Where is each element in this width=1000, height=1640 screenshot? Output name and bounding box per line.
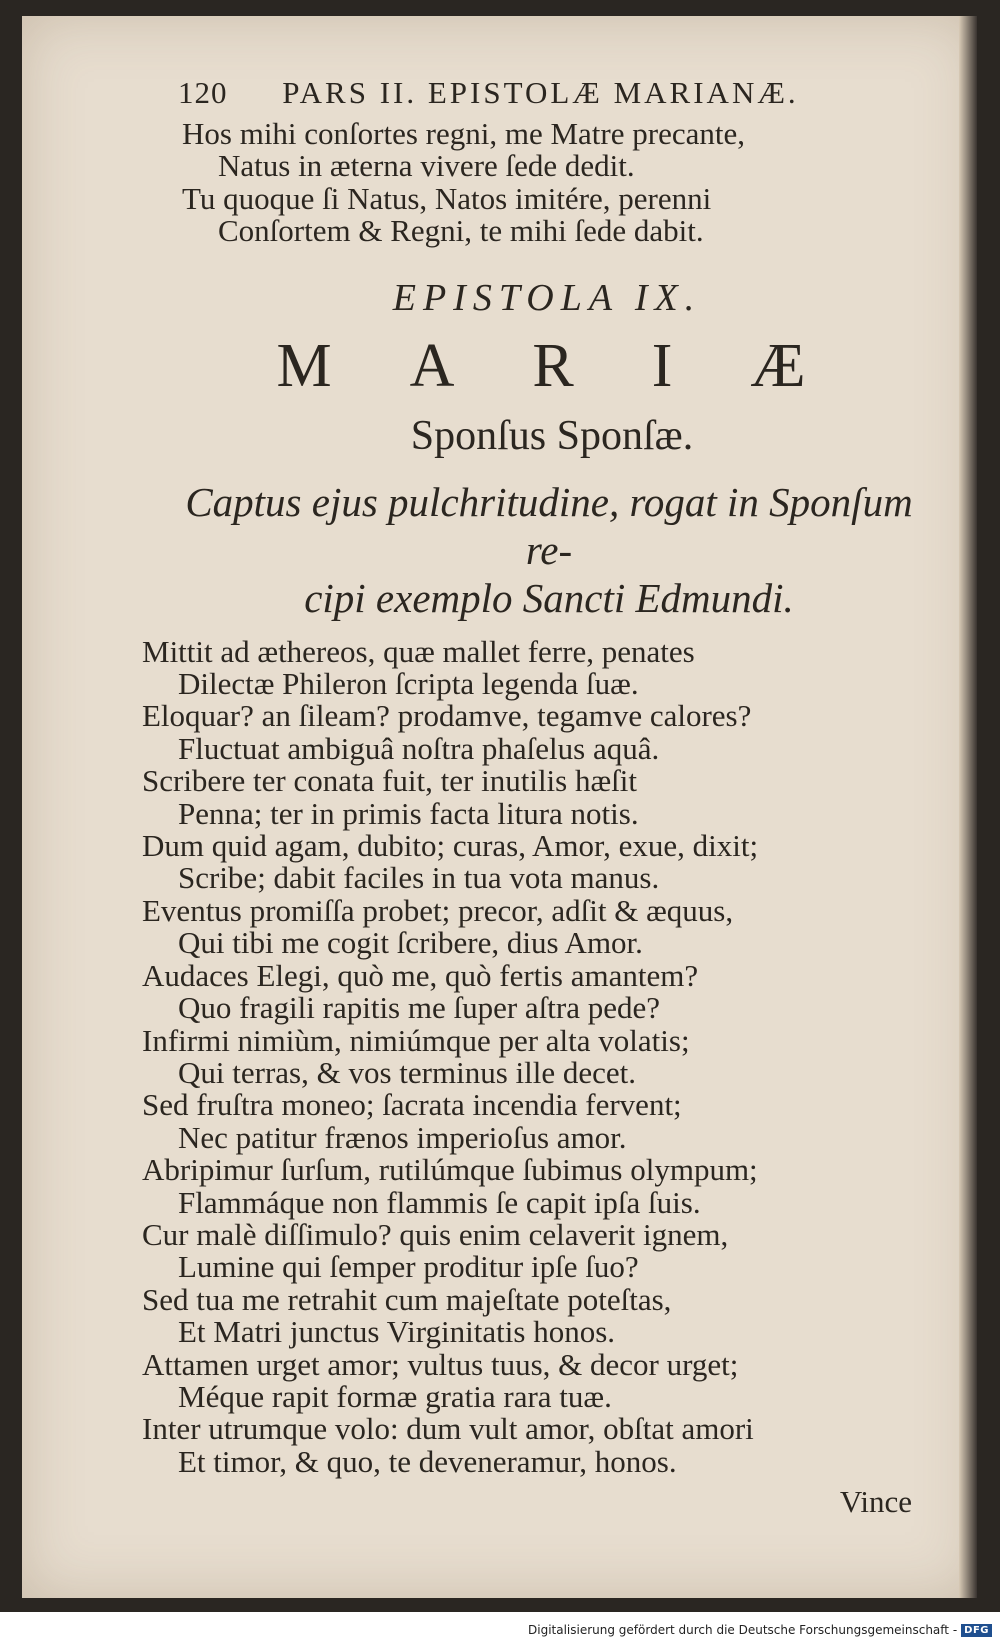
verse-line: Nec patitur frænos imperioſus amor. — [178, 1119, 627, 1155]
verse-line: Audaces Elegi, quò me, quò fertis amantem? — [142, 957, 699, 993]
verse-line: Eloquar? an ſileam? prodamve, tegamve calores? — [142, 698, 752, 734]
verse-line: Cur malè diſſimulo? quis enim celaverit ignem, — [142, 1216, 729, 1252]
book-page — [22, 16, 977, 1598]
verse-line: Sed fruſtra moneo; ſacrata incendia fervent; — [142, 1087, 682, 1123]
dfg-logo: DFG — [961, 1624, 992, 1637]
epistle-subtitle: Sponſus Sponſæ. — [410, 412, 694, 459]
epistle-name: MARIÆ — [276, 331, 884, 400]
running-title: PARS II. EPISTOLÆ MARIANÆ. — [282, 75, 799, 110]
page-gutter-edge — [959, 16, 977, 1598]
verse-line: Quo fragili rapitis me ſuper aſtra pede? — [178, 990, 661, 1026]
catchword: Vince — [839, 1484, 912, 1520]
verse-line: Flammáque non flammis ſe capit ipſa ſuis. — [178, 1184, 701, 1220]
argument-line: cipi exemplo Sancti Edmundi. — [304, 574, 794, 621]
verse-line: Inter utrumque volo: dum vult amor, obſtat amori — [142, 1411, 754, 1447]
running-head — [178, 68, 922, 118]
verse-line: Attamen urget amor; vultus tuus, & decor urget; — [142, 1346, 739, 1382]
digitization-footer — [528, 1623, 992, 1637]
verse-line: Scribere ter conata fuit, ter inutilis hæſit — [142, 763, 638, 799]
verse-line: Infirmi nimiùm, nimiúmque per alta volatis; — [142, 1022, 690, 1058]
verse-line: Qui terras, & vos terminus ille decet. — [178, 1054, 636, 1090]
verse-line: Qui tibi me cogit ſcribere, dius Amor. — [178, 925, 643, 961]
verse-line: Abripimur ſurſum, rutilúmque ſubimus olympum; — [142, 1152, 758, 1188]
closing-verses-prev-epistle — [182, 118, 922, 248]
verse-line: Et timor, & quo, te deveneramur, honos. — [178, 1443, 677, 1479]
verse-line: Natus in æterna vivere ſede dedit. — [218, 148, 635, 184]
verse-line: Lumine qui ſemper proditur ipſe ſuo? — [178, 1249, 639, 1285]
footer-credit: Digitalisierung gefördert durch die Deutsche Forschungsgemeinschaft - — [528, 1623, 958, 1637]
epistle-verses — [142, 633, 922, 1479]
epistle-number: EPISTOLA IX. — [392, 276, 702, 319]
verse-line: Scribe; dabit faciles in tua vota manus. — [178, 860, 660, 896]
verse-line: Eventus promiſſa probet; precor, adſit & æquus, — [142, 892, 734, 928]
epistle-argument — [174, 478, 924, 622]
verse-line: Dilectæ Phileron ſcripta legenda ſuæ. — [178, 666, 639, 702]
verse-line: Méque rapit formæ gratia rara tuæ. — [178, 1378, 612, 1414]
verse-line: Et Matri junctus Virginitatis honos. — [178, 1314, 616, 1350]
verse-line: Hos mihi conſortes regni, me Matre precante, — [182, 116, 745, 151]
verse-line: Penna; ter in primis facta litura notis. — [178, 795, 639, 831]
page-content — [142, 68, 922, 1520]
verse-line: Dum quid agam, dubito; curas, Amor, exue, dixit; — [142, 828, 759, 864]
verse-line: Conſortem & Regni, te mihi ſede dabit. — [218, 213, 704, 249]
page-number: 120 — [178, 75, 228, 110]
verse-line: Fluctuat ambiguâ noſtra phaſelus aquâ. — [178, 730, 660, 766]
verse-line: Mittit ad æthereos, quæ mallet ferre, penates — [142, 633, 695, 669]
argument-line: Captus ejus pulchritudine, rogat in Sponſum re- — [185, 478, 913, 573]
verse-line: Sed tua me retrahit cum majeſtate poteſtas, — [142, 1281, 672, 1317]
verse-line: Tu quoque ſi Natus, Natos imitére, perenni — [182, 180, 712, 216]
